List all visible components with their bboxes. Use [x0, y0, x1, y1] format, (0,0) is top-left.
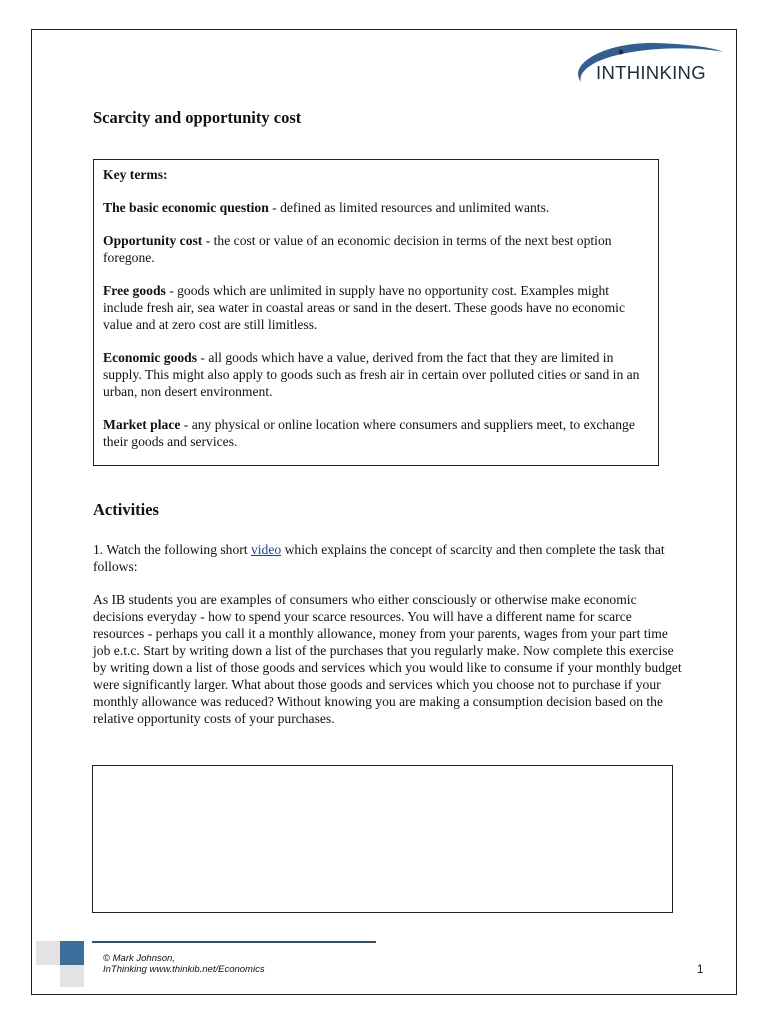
key-terms-heading: Key terms:	[103, 167, 168, 182]
key-term-definition: - goods which are unlimited in supply have no opportunity cost. Examples might include fresh air, sea water in coastal areas or sand in the desert. These goods have no economic value and at zero cost are still limitless.	[103, 283, 625, 332]
key-term-name: Opportunity cost	[103, 233, 203, 248]
page-number: 1	[697, 964, 704, 976]
page-title: Scarcity and opportunity cost	[93, 108, 302, 127]
key-term-item	[103, 416, 649, 450]
footer-decor-square	[60, 941, 84, 965]
key-term-definition: - the cost or value of an economic decision in terms of the next best option foregone.	[103, 233, 612, 265]
logo-text: INTHINKING	[596, 62, 706, 83]
key-term-item	[103, 282, 649, 333]
footer-decor-square	[60, 965, 84, 987]
task-1-text-before: 1. Watch the following short	[93, 542, 251, 557]
footer-copyright: © Mark Johnson,	[103, 953, 175, 964]
key-term-name: Market place	[103, 417, 181, 432]
key-term-name: Economic goods	[103, 350, 198, 365]
key-terms-box	[93, 159, 659, 466]
footer-site: InThinking www.thinkib.net/Economics	[103, 964, 265, 975]
key-term-item	[103, 199, 649, 216]
key-term-definition: - defined as limited resources and unlimited wants.	[268, 200, 550, 215]
task-1-text-after: which explains the concept of scarcity and then complete the task that follows:	[93, 542, 665, 574]
footer-credit	[103, 953, 265, 975]
footer-decor-square	[36, 941, 60, 965]
key-term-name: The basic economic question	[103, 200, 269, 215]
task-paragraph: As IB students you are examples of consumers who either consciously or otherwise make economic decisions everyday - how to spend your scarce resources. You will have a different name for scarce resources - perhaps you call it a monthly allowance, money from your parents, wages from your part time job e.t.c. Start by writing down a list of the purchases that you regularly make. Now complete this exercise by writing down a list of those goods and services which you would like to consume if your monthly budget were significantly larger. What about those goods and services which you choose not to purchase if your monthly allowance was reduced? Without knowing you are making a consumption decision based on the relative opportunity costs of your purchases.	[93, 592, 682, 726]
activities-heading: Activities	[93, 500, 159, 519]
video-link[interactable]: video	[250, 542, 282, 557]
key-term-item	[103, 349, 649, 400]
key-term-definition: - all goods which have a value, derived from the fact that they are limited in supply. This might also apply to goods such as fresh air in certain over polluted cities or sand in an urban, non desert environment.	[103, 350, 640, 399]
footer-rule	[92, 941, 376, 943]
key-term-definition: - any physical or online location where consumers and suppliers meet, to exchange their goods and services.	[103, 417, 635, 449]
key-term-name: Free goods	[103, 283, 166, 298]
key-term-item	[103, 232, 649, 266]
task-1-instruction	[93, 541, 683, 575]
answer-box[interactable]	[92, 765, 673, 913]
